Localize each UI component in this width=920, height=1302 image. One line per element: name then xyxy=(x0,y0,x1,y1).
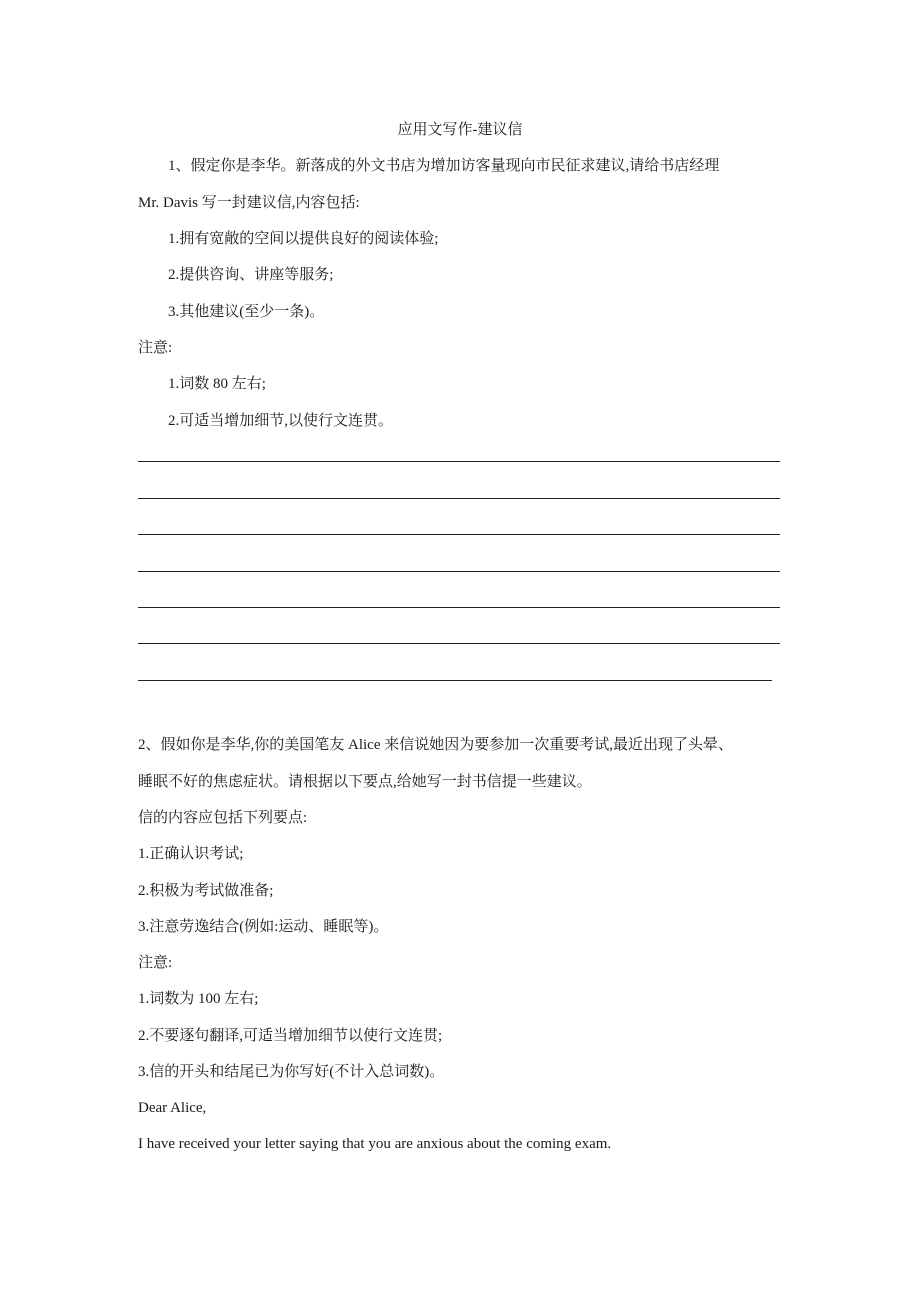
q1-note-label: 注意: xyxy=(138,340,173,356)
q1-note: 2.可适当增加细节,以使行文连贯。 xyxy=(168,413,394,429)
page-title: 应用文写作-建议信 xyxy=(397,122,523,138)
q1-note: 1.词数 80 左右; xyxy=(168,376,266,392)
q1-point: 2.提供咨询、讲座等服务; xyxy=(168,267,334,283)
q2-note: 2.不要逐句翻译,可适当增加细节以使行文连贯; xyxy=(138,1028,443,1044)
q2-note: 1.词数为 100 左右; xyxy=(138,991,259,1007)
answer-line[interactable] xyxy=(138,498,780,499)
answer-line[interactable] xyxy=(138,571,780,572)
answer-line[interactable] xyxy=(138,534,780,535)
q1-point: 1.拥有宽敞的空间以提供良好的阅读体验; xyxy=(168,231,439,247)
letter-opening: I have received your letter saying that you are anxious about the coming exam. xyxy=(138,1136,612,1152)
answer-line[interactable] xyxy=(138,643,780,644)
q1-point: 3.其他建议(至少一条)。 xyxy=(168,304,325,320)
letter-greeting: Dear Alice, xyxy=(138,1100,207,1116)
q2-point: 3.注意劳逸结合(例如:运动、睡眠等)。 xyxy=(138,919,389,935)
q2-point: 1.正确认识考试; xyxy=(138,846,244,862)
answer-line[interactable] xyxy=(138,461,780,462)
q2-point: 2.积极为考试做准备; xyxy=(138,883,274,899)
q2-note: 3.信的开头和结尾已为你写好(不计入总词数)。 xyxy=(138,1064,445,1080)
q1-prompt-line2: Mr. Davis 写一封建议信,内容包括: xyxy=(138,195,360,211)
q2-content-label: 信的内容应包括下列要点: xyxy=(138,810,308,826)
answer-line[interactable] xyxy=(138,680,772,681)
q2-prompt-line1: 2、假如你是李华,你的美国笔友 Alice 来信说她因为要参加一次重要考试,最近出现了头晕、 xyxy=(138,737,733,753)
q1-prompt-line1: 1、假定你是李华。新落成的外文书店为增加访客量现向市民征求建议,请给书店经理 xyxy=(168,158,720,174)
q2-prompt-line2: 睡眠不好的焦虑症状。请根据以下要点,给她写一封书信提一些建议。 xyxy=(138,774,592,790)
answer-line[interactable] xyxy=(138,607,780,608)
q2-note-label: 注意: xyxy=(138,955,173,971)
